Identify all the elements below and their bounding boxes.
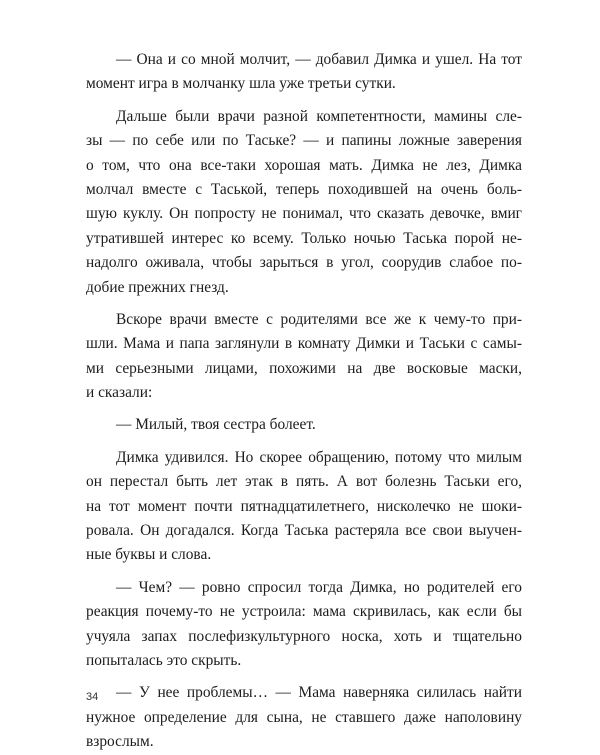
text-line: ровала. Он догадался. Когда Таська растеряла все свои выучен-: [86, 522, 522, 540]
paragraph: [86, 681, 522, 754]
paragraph-gap: [86, 405, 522, 413]
text-line: добие прежних гнезд.: [86, 278, 229, 296]
paragraph: [86, 308, 522, 406]
text-line: Вскоре врачи вместе с родителями все же к чему-то при-: [116, 310, 522, 328]
text-line: зы — по себе или по Таське? — и папины ложные заверения: [86, 132, 522, 150]
paragraph-gap: [86, 673, 522, 681]
text-line: Димка удивился. Но скорее обращению, потому что милым: [116, 448, 522, 466]
text-line: взрослым.: [86, 733, 154, 751]
paragraph: [86, 48, 522, 97]
text-line: молчал вместе с Таськой, теперь походившей на очень боль-: [86, 180, 522, 198]
text-line: Дальше были врачи разной компетентности, мамины сле-: [116, 107, 522, 125]
text-line: нужное определение для сына, не ставшего даже наполовину: [86, 708, 522, 726]
text-line: — Чем? — ровно спросил тогда Димка, но родителей его: [116, 578, 522, 596]
text-line: ми серьезными лицами, похожими на две восковые маски,: [86, 359, 522, 377]
text-line: на тот момент почти пятнадцатилетнего, нисколечко не шоки-: [86, 497, 522, 515]
paragraph: [86, 413, 522, 437]
text-line: шую куклу. Он попросту не понимал, что сказать девочке, вмиг: [86, 205, 522, 223]
paragraph: [86, 446, 522, 568]
text-line: реакция почему-то не устроила: мама скривилась, как если бы: [86, 603, 522, 621]
text-line: момент игра в молчанку шла уже третьи сутки.: [86, 75, 396, 93]
paragraph: [86, 576, 522, 674]
text-line: шли. Мама и папа заглянули в комнату Димки и Таськи с самы-: [86, 335, 522, 353]
paragraph-gap: [86, 300, 522, 308]
text-line: он перестал быть лет этак в пять. А вот болезнь Таськи его,: [86, 473, 522, 491]
text-line: надолго оживала, чтобы зарыться в угол, соорудив слабое по-: [86, 254, 522, 272]
paragraph: [86, 105, 522, 300]
paragraph-gap: [86, 568, 522, 576]
text-line: учуяла запах послефизкультурного носка, хоть и тщательно: [86, 627, 522, 645]
text-line: и сказали:: [86, 384, 153, 402]
page-number: 34: [86, 691, 99, 703]
text-line: — Милый, твоя сестра болеет.: [116, 416, 316, 434]
text-line: ные буквы и слова.: [86, 546, 212, 564]
paragraph-gap: [86, 97, 522, 105]
text-line: попыталась это скрыть.: [86, 651, 242, 669]
paragraph-gap: [86, 438, 522, 446]
text-line: — Она и со мной молчит, — добавил Димка и ушел. На тот: [116, 51, 522, 68]
text-line: о том, что она все-таки хорошая мать. Димка не лез, Димка: [86, 156, 522, 174]
body-text: [86, 48, 522, 755]
text-line: — У нее проблемы… — Мама наверняка силилась найти: [116, 684, 522, 702]
text-line: утратившей интерес ко всему. Только ночью Таська порой не-: [86, 229, 522, 247]
